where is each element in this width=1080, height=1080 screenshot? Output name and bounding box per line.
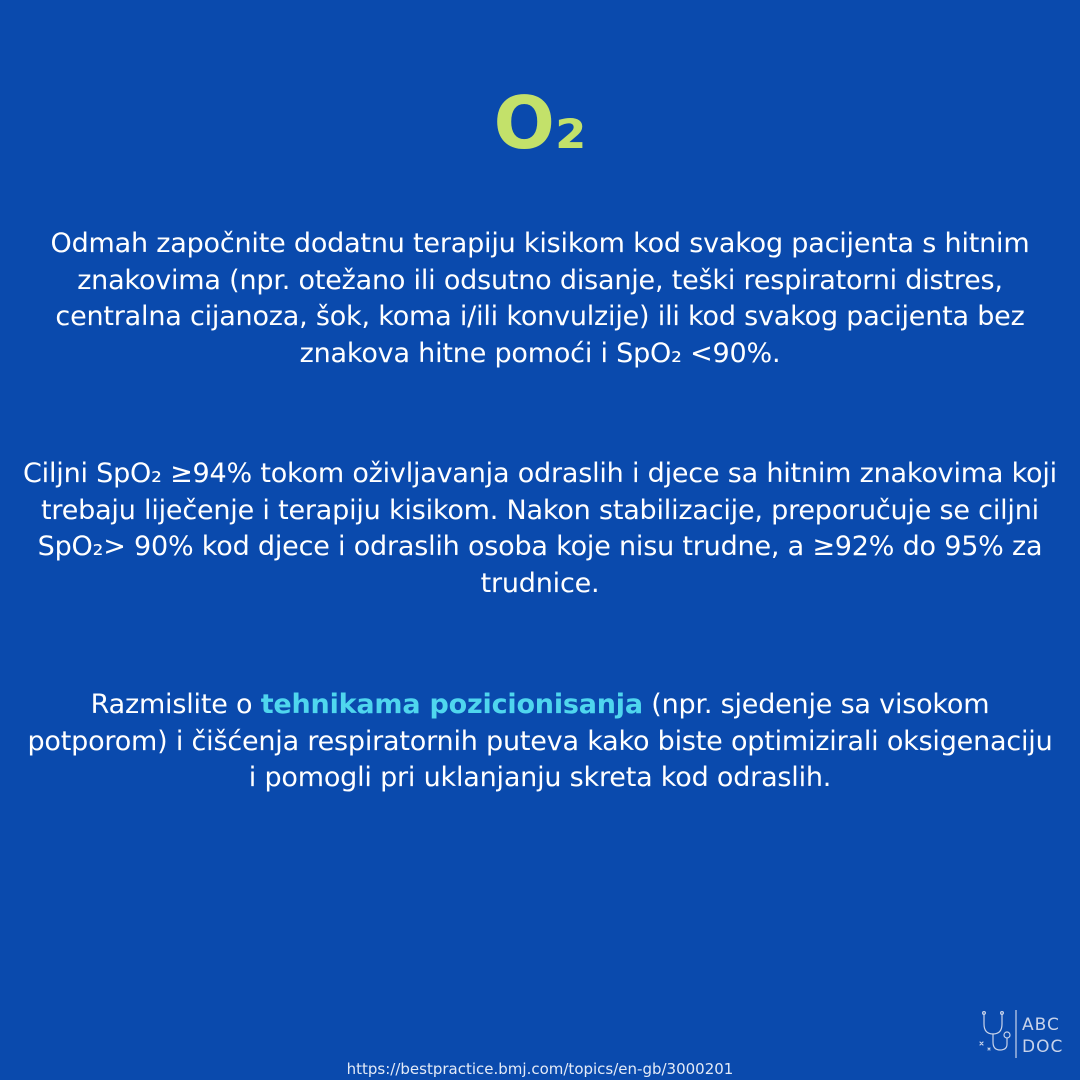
paragraph-target-spo2: Ciljni SpO₂ ≥94% tokom oživljavanja odraslih i djece sa hitnim znakovima koji trebaju liječenje i terapiju kisikom. Nakon stabilizacije, preporučuje se ciljni SpO₂> 90% kod djece i odraslih osoba koje nisu trudne, a ≥92% do 95% za trudnice. [23, 458, 1057, 599]
paragraph-positioning-before: Razmislite o [90, 689, 261, 720]
highlight-positioning-techniques: tehnikama pozicionisanja [260, 689, 643, 720]
stethoscope-icon [976, 1008, 1066, 1060]
abc-doc-logo [976, 1008, 1066, 1060]
paragraph-positioning-after: (npr. sjedenje sa visokom potporom) i čišćenja respiratornih puteva kako biste optimizirali oksigenaciju i pomogli pri uklanjanju skreta kod odraslih. [27, 689, 1053, 793]
paragraph-positioning [20, 687, 1060, 797]
logo-text-abc: ABC [1022, 1015, 1060, 1035]
paragraph-oxygen-therapy: Odmah započnite dodatnu terapiju kisikom kod svakog pacijenta s hitnim znakovima (npr. otežano ili odsutno disanje, teški respiratorni distres, centralna cijanoza, šok, koma i/ili konvulzije) ili kod svakog pacijenta bez znakova hitne pomoći i SpO₂ <90%. [50, 228, 1030, 369]
page-title: O₂ [493, 81, 587, 165]
logo-text-doc: DOC [1022, 1037, 1064, 1057]
source-link[interactable]: https://bestpractice.bmj.com/topics/en-gb/3000201 [346, 1060, 734, 1078]
